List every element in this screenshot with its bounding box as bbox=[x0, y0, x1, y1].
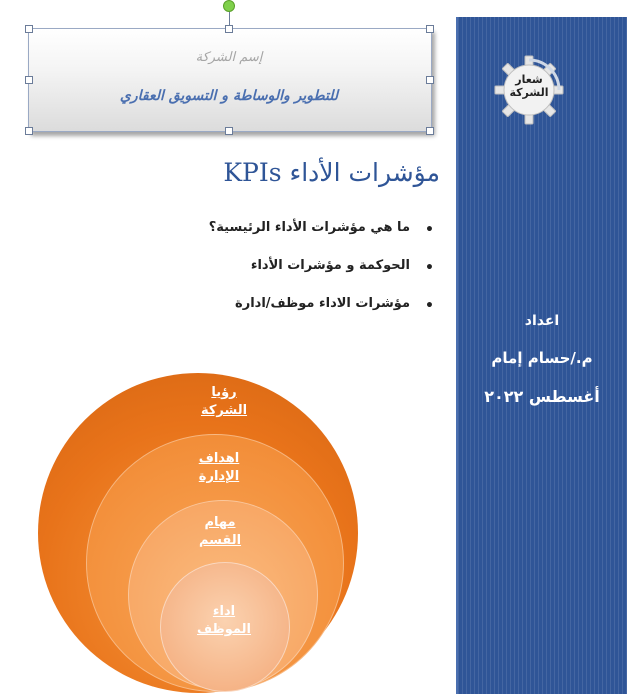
circle-label-line: رؤيا bbox=[211, 385, 237, 400]
circle-label-line: اداء bbox=[212, 604, 236, 619]
circle-label-line: الموظف bbox=[197, 622, 251, 637]
bullet-text: الحوكمة و مؤشرات الأداء bbox=[250, 258, 410, 273]
company-description: للتطوير والوساطة و التسويق العقاري bbox=[119, 88, 339, 104]
bullet-text: مؤشرات الاداء موظف/ادارة bbox=[235, 296, 410, 311]
bullet-dot-icon: • bbox=[425, 298, 434, 314]
resize-handle-bottom-right[interactable] bbox=[426, 127, 434, 135]
circle-label-tasks bbox=[160, 514, 280, 550]
circle-label-line: اهداف bbox=[198, 451, 240, 466]
bullet-text: ما هي مؤشرات الأداء الرئيسية؟ bbox=[208, 220, 410, 235]
bullet-item bbox=[150, 296, 440, 334]
circle-label-line: الشركة bbox=[200, 403, 248, 418]
prepared-label: اعداد bbox=[524, 313, 560, 329]
side-edge bbox=[627, 17, 636, 694]
circle-label-line: القسم bbox=[198, 533, 242, 548]
bullet-list bbox=[150, 220, 440, 334]
page-title: مؤشرات الأداء KPIs bbox=[223, 158, 440, 187]
resize-handle-bottom[interactable] bbox=[225, 127, 233, 135]
bullet-dot-icon: • bbox=[425, 260, 434, 276]
author-name: م./حسام إمام bbox=[491, 349, 593, 367]
bullet-dot-icon: • bbox=[425, 222, 434, 238]
circle-label-line: الإدارة bbox=[198, 469, 240, 484]
resize-handle-top-left[interactable] bbox=[25, 25, 33, 33]
company-title-box[interactable] bbox=[28, 28, 432, 132]
circle-label-line: مهام bbox=[204, 515, 236, 530]
company-name: إسم الشركة bbox=[195, 50, 263, 65]
circle-label-employee bbox=[164, 603, 284, 639]
rotation-handle[interactable] bbox=[223, 0, 235, 12]
logo-text bbox=[500, 73, 558, 99]
logo-line-2: الشركة bbox=[509, 86, 549, 99]
bullet-item bbox=[150, 258, 440, 296]
date-text: أغسطس ٢٠٢٢ bbox=[484, 387, 600, 406]
bullet-item bbox=[150, 220, 440, 258]
resize-handle-right[interactable] bbox=[426, 76, 434, 84]
logo-line-1: شعار bbox=[515, 73, 543, 86]
resize-handle-top[interactable] bbox=[225, 25, 233, 33]
resize-handle-left[interactable] bbox=[25, 76, 33, 84]
resize-handle-top-right[interactable] bbox=[426, 25, 434, 33]
circle-label-goals bbox=[159, 450, 279, 486]
resize-handle-bottom-left[interactable] bbox=[25, 127, 33, 135]
circle-label-vision bbox=[164, 384, 284, 420]
